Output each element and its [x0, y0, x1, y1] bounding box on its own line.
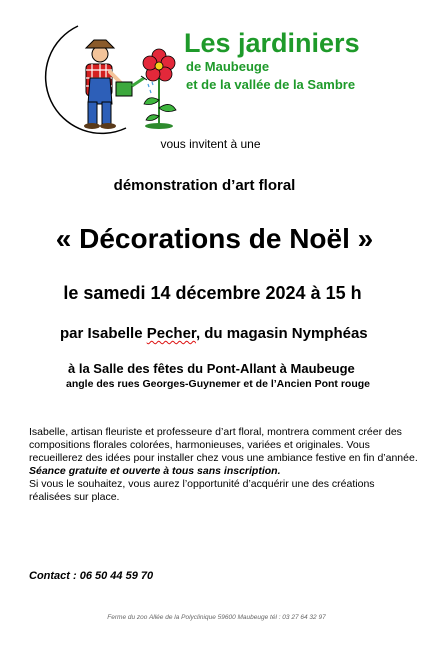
venue-name: à la Salle des fêtes du Pont-Allant à Maubeuge [68, 361, 355, 376]
presenter-suffix: , du magasin Nymphéas [195, 325, 368, 342]
purchase-paragraph: Si vous le souhaitez, vous aurez l’opportunité d’acquérir une des créations réalisées sur place. [29, 477, 375, 503]
presenter-prefix: par Isabelle [60, 325, 147, 342]
venue-address: angle des rues Georges-Guynemer et de l’Ancien Pont rouge [66, 378, 370, 390]
event-type: démonstration d’art floral [113, 177, 296, 194]
free-session-notice: Séance gratuite et ouverte à tous sans inscription. [29, 464, 281, 477]
contact-phone: Contact : 06 50 44 59 70 [29, 570, 154, 582]
invite-text: vous invitent à une [160, 137, 261, 151]
event-date: le samedi 14 décembre 2024 à 15 h [63, 283, 362, 303]
gardener-logo-icon [26, 20, 186, 136]
footer-address: Ferme du zoo Allée de la Polyclinique 59600 Maubeuge tél : 03 27 64 32 97 [107, 614, 326, 621]
presenter-surname: Pecher [146, 325, 196, 342]
club-subtitle-line2: et de la vallée de la Sambre [186, 77, 356, 92]
event-headline: « Décorations de Noël » [55, 223, 374, 254]
club-subtitle-line1: de Maubeuge [186, 59, 270, 74]
event-description [29, 426, 419, 503]
presenter-line [60, 325, 368, 342]
description-paragraph: Isabelle, artisan fleuriste et professeure d’art floral, montrera comment créer des compositions florales colorées, harmonieuses, variées et originales. Vous recueillerez des idées pour installer chez vous une ambiance festive en fin d’année. [29, 426, 418, 464]
club-name: Les jardiniers [184, 28, 360, 58]
